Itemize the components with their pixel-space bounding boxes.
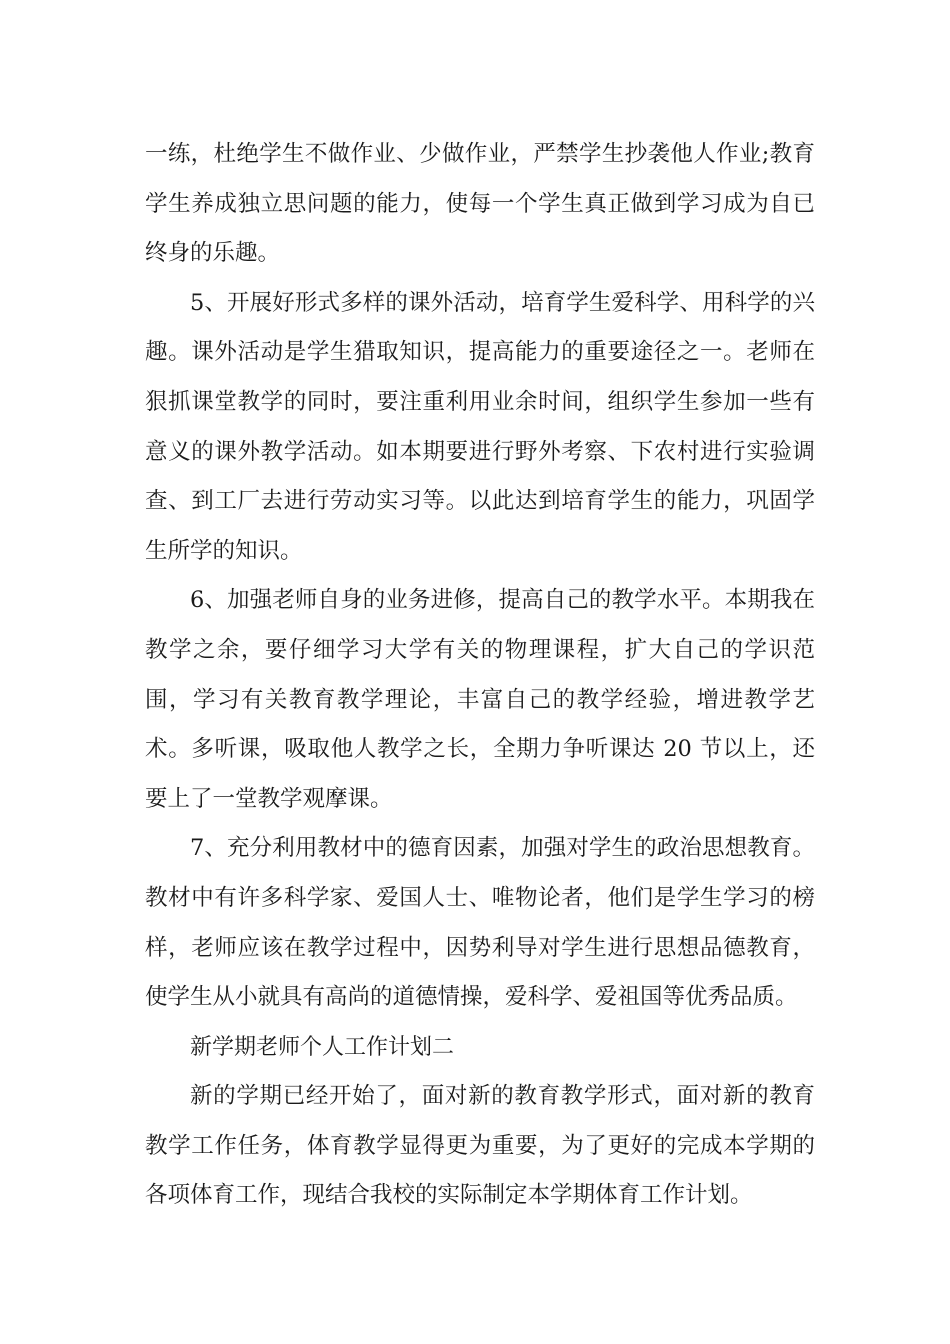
document-body: [145, 130, 815, 1221]
section-heading: 新学期老师个人工作计划二: [190, 1034, 455, 1060]
paragraph-continuation: 一练，杜绝学生不做作业、少做作业，严禁学生抄袭他人作业;教育学生养成独立思问题的能力，使每一个学生真正做到学习成为自已终身的乐趣。: [145, 141, 815, 267]
paragraph-item-6: 6、加强老师自身的业务进修，提高自己的教学水平。本期我在教学之余，要仔细学习大学有关的物理课程，扩大自己的学识范围，学习有关教育教学理论，丰富自己的教学经验，增进教学艺术。多听课，吸取他人教学之长，全期力争听课达 20 节以上，还要上了一堂教学观摩课。: [145, 587, 815, 812]
paragraph-item-7: 7、充分利用教材中的德育因素，加强对学生的政治思想教育。教材中有许多科学家、爱国人士、唯物论者，他们是学生学习的榜样，老师应该在教学过程中，因势利导对学生进行思想品德教育，使学生从小就具有高尚的道德情操，爱科学、爱祖国等优秀品质。: [145, 835, 815, 1011]
paragraph-item-5: 5、开展好形式多样的课外活动，培育学生爱科学、用科学的兴趣。课外活动是学生猎取知识，提高能力的重要途径之一。老师在狠抓课堂教学的同时，要注重利用业余时间，组织学生参加一些有意义的课外教学活动。如本期要进行野外考察、下农村进行实验调查、到工厂去进行劳动实习等。以此达到培育学生的能力，巩固学生所学的知识。: [145, 289, 815, 564]
paragraph-intro: 新的学期已经开始了，面对新的教育教学形式，面对新的教育教学工作任务，体育教学显得更为重要，为了更好的完成本学期的各项体育工作，现结合我校的实际制定本学期体育工作计划。: [145, 1083, 815, 1209]
